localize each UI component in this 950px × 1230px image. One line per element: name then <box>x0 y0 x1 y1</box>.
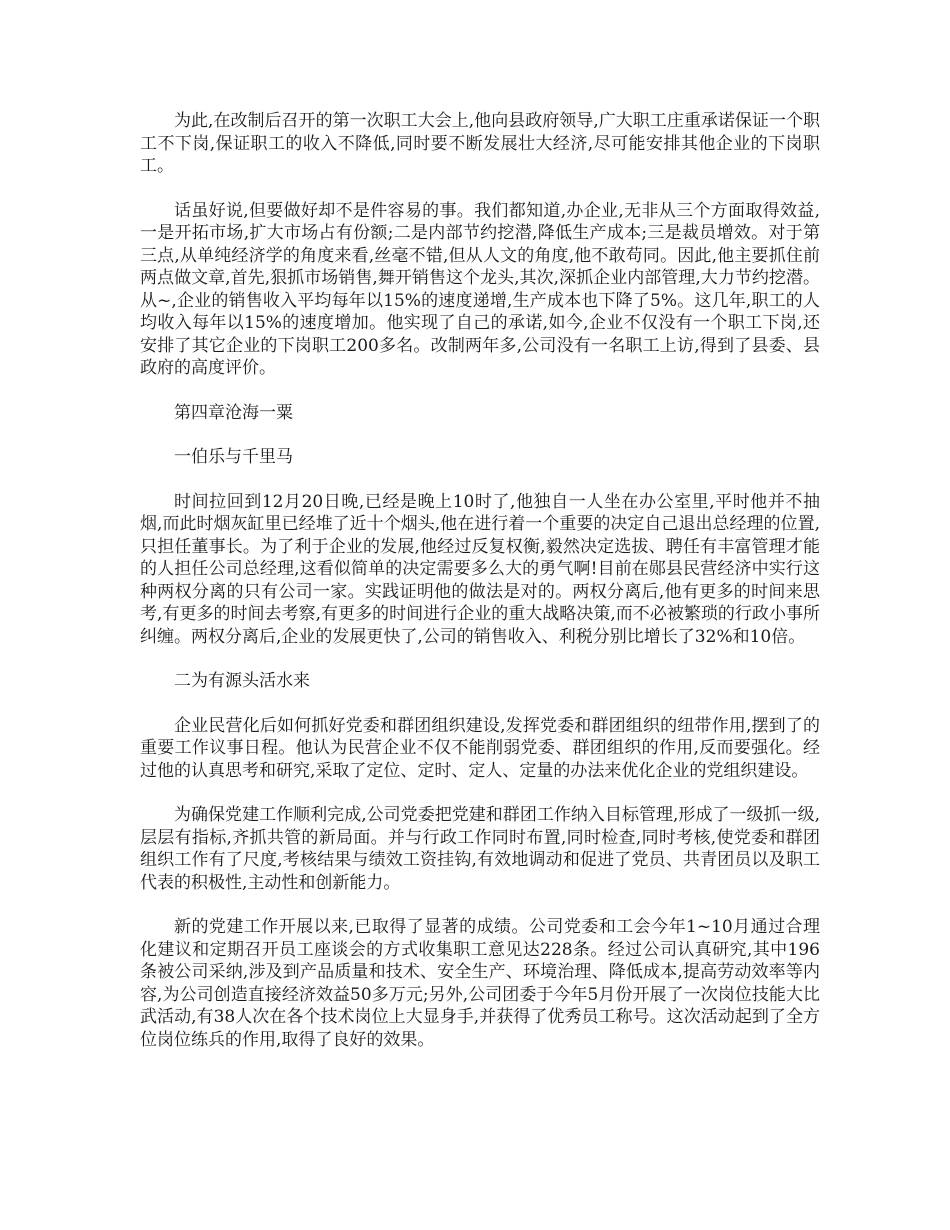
paragraph-party-building: 企业民营化后如何抓好党委和群团组织建设,发挥党委和群团组织的纽带作用,摆到了的重要工作议事日程。他认为民营企业不仅不能削弱党委、群团组织的作用,反而要强化。经过他的认真思考和研究,采取了定位、定时、定人、定量的办法来优化企业的党组织建设。 <box>140 715 820 781</box>
chapter-heading: 第四章沧海一粟 <box>174 402 293 423</box>
section-heading-1: 一伯乐与千里马 <box>174 447 293 467</box>
paragraph-promise: 为此,在改制后召开的第一次职工大会上,他向县政府领导,广大职工庄重承诺保证一个职工不下岗,保证职工的收入不降低,同时要不断发展壮大经济,尽可能安排其他企业的下岗职工。 <box>140 111 820 176</box>
paragraph-target-management: 为确保党建工作顺利完成,公司党委把党建和群团工作纳入目标管理,形成了一级抓一级,层层有指标,齐抓共管的新局面。并与行政工作同时布置,同时检查,同时考核,使党委和群团组织工作有了尺度,考核结果与绩效工资挂钩,有效地调动和促进了党员、共青团员以及职工代表的积极性,主动性和创新能力。 <box>140 805 820 893</box>
document-page <box>140 110 820 1073</box>
section-heading-2: 二为有源头活水来 <box>174 671 310 691</box>
paragraph-achievements: 新的党建工作开展以来,已取得了显著的成绩。公司党委和工会今年1~10月通过合理化建议和定期召开员工座谈会的方式收集职工意见达228条。经过公司认真研究,其中196条被公司采纳,涉及到产品质量和技术、安全生产、环境治理、降低成本,提高劳动效率等内容,为公司创造直接经济效益50多万元;另外,公司团委于今年5月份开展了一次岗位技能大比武活动,有38人次在各个技术岗位上大显身手,并获得了优秀员工称号。这次活动起到了全方位岗位练兵的作用,取得了良好的效果。 <box>140 917 820 1050</box>
paragraph-separation: 时间拉回到12月20日晚,已经是晚上10时了,他独自一人坐在办公室里,平时他并不抽烟,而此时烟灰缸里已经堆了近十个烟头,他在进行着一个重要的决定自己退出总经理的位置,只担任董事长。为了利于企业的发展,他经过反复权衡,毅然决定选拔、聘任有丰富管理才能的人担任公司总经理,这看似简单的决定需要多么大的勇气啊!目前在郧县民营经济中实行这种两权分离的只有公司一家。实践证明他的做法是对的。两权分离后,他有更多的时间来思考,有更多的时间去考察,有更多的时间进行企业的重大战略决策,而不必被繁琐的行政小事所纠缠。两权分离后,企业的发展更快了,公司的销售收入、利税分别比增长了32%和10倍。 <box>140 491 820 647</box>
paragraph-efficiency: 话虽好说,但要做好却不是件容易的事。我们都知道,办企业,无非从三个方面取得效益,一是开拓市场,扩大市场占有份额;二是内部节约挖潜,降低生产成本;三是裁员增效。对于第三点,从单纯经济学的角度来看,丝毫不错,但从人文的角度,他不敢苟同。因此,他主要抓住前两点做文章,首先,狠抓市场销售,舞开销售这个龙头,其次,深抓企业内部管理,大力节约挖潜。从~,企业的销售收入平均每年以15%的速度递增,生产成本也下降了5%。这几年,职工的人均收入每年以15%的速度增加。他实现了自己的承诺,如今,企业不仅没有一个职工下岗,还安排了其它企业的下岗职工200多名。改制两年多,公司没有一名职工上访,得到了县委、县政府的高度评价。 <box>140 200 820 378</box>
